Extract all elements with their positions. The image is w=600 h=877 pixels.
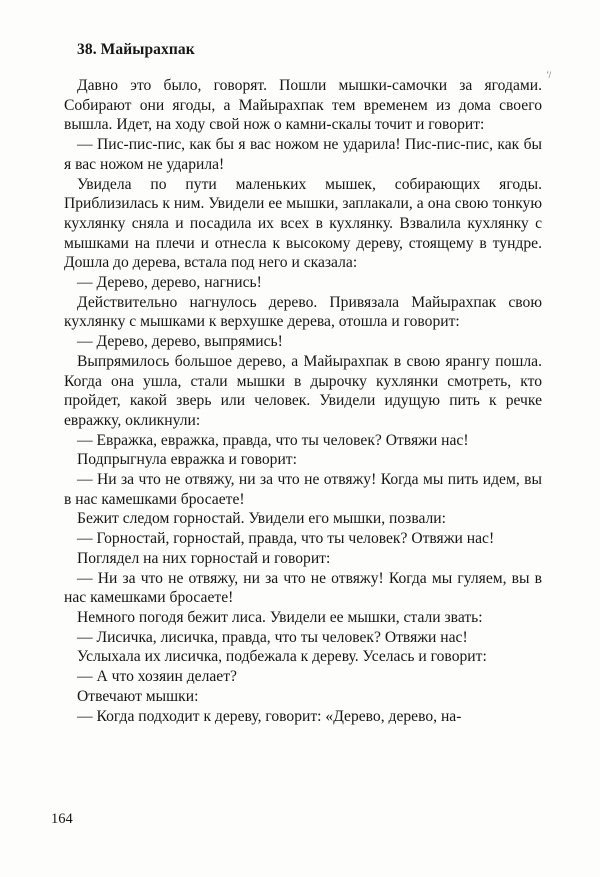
paragraph: — Горностай, горностай, правда, что ты человек? Отвяжи нас! <box>77 530 495 548</box>
paragraph: Действительно нагнулось дерево. Привязала Майырахпак свою кухлянку с мышками к верхушке дерева, отошла и говорит: <box>64 293 542 331</box>
paragraph: Бежит следом горностай. Увидели его мышки, позвали: <box>77 510 446 528</box>
paragraph: Немного погодя бежит лиса. Увидели ее мышки, стали звать: <box>77 608 483 626</box>
paragraph: — Когда подходит к дереву, говорит: «Дерево, дерево, на- <box>77 707 462 725</box>
paragraph: Выпрямилось большое дерево, а Майырахпак в свою ярангу пошла. Когда она ушла, стали мышки в дырочку кухлянки смотреть, кто пройдет, какой зверь или человек. Увидели идущую пить к речке евражку, окликнули: <box>64 352 542 429</box>
paragraph: — А что хозяин делает? <box>77 668 237 686</box>
story-text <box>64 76 542 726</box>
paragraph: Поглядел на них горностай и говорит: <box>77 549 331 567</box>
paragraph: Отвечают мышки: <box>77 687 199 705</box>
paragraph: — Ни за что не отвяжу, ни за что не отвяжу! Когда мы пить идем, вы в нас камешками бросаете! <box>64 471 542 508</box>
margin-mark: '/ <box>547 70 552 80</box>
paragraph: Увидела по пути маленьких мышек, собирающих ягоды. Приблизилась к ним. Увидели ее мышки, заплакали, а она свою тонкую кухлянку сняла и посадила их всех в кухлянку. Взвалила кухлянку с мышками на плечи и отнесла к высокому дереву, стоящему в тундре. Дошла до дерева, встала под него и сказала: <box>64 175 542 272</box>
chapter-heading: 38. Майырахпак <box>77 41 195 58</box>
paragraph: — Дерево, дерево, выпрямись! <box>77 333 283 351</box>
paragraph: Подпрыгнула евражка и говорит: <box>77 451 297 469</box>
paragraph: — Лисичка, лисичка, правда, что ты человек? Отвяжи нас! <box>77 628 468 646</box>
paragraph: Услыхала их лисичка, подбежала к дереву. Уселась и говорит: <box>77 648 487 666</box>
paragraph: — Евражка, евражка, правда, что ты человек? Отвяжи нас! <box>77 431 469 449</box>
page-number: 164 <box>51 811 73 827</box>
paragraph: — Ни за что не отвяжу, ни за что не отвяжу! Когда мы гуляем, вы в нас камешками бросаете! <box>64 569 542 607</box>
paragraph: — Дерево, дерево, нагнись! <box>77 274 262 292</box>
paragraph: Давно это было, говорят. Пошли мышки-самочки за ягодами. Собирают они ягоды, а Майырахпак тем временем из дома своего вышла. Идет, на ходу свой нож о камни-скалы точит и говорит: <box>64 77 542 134</box>
paragraph: — Пис-пис-пис, как бы я вас ножом не ударила! Пис-пис-пис, как бы я вас ножом не ударила! <box>64 136 542 173</box>
